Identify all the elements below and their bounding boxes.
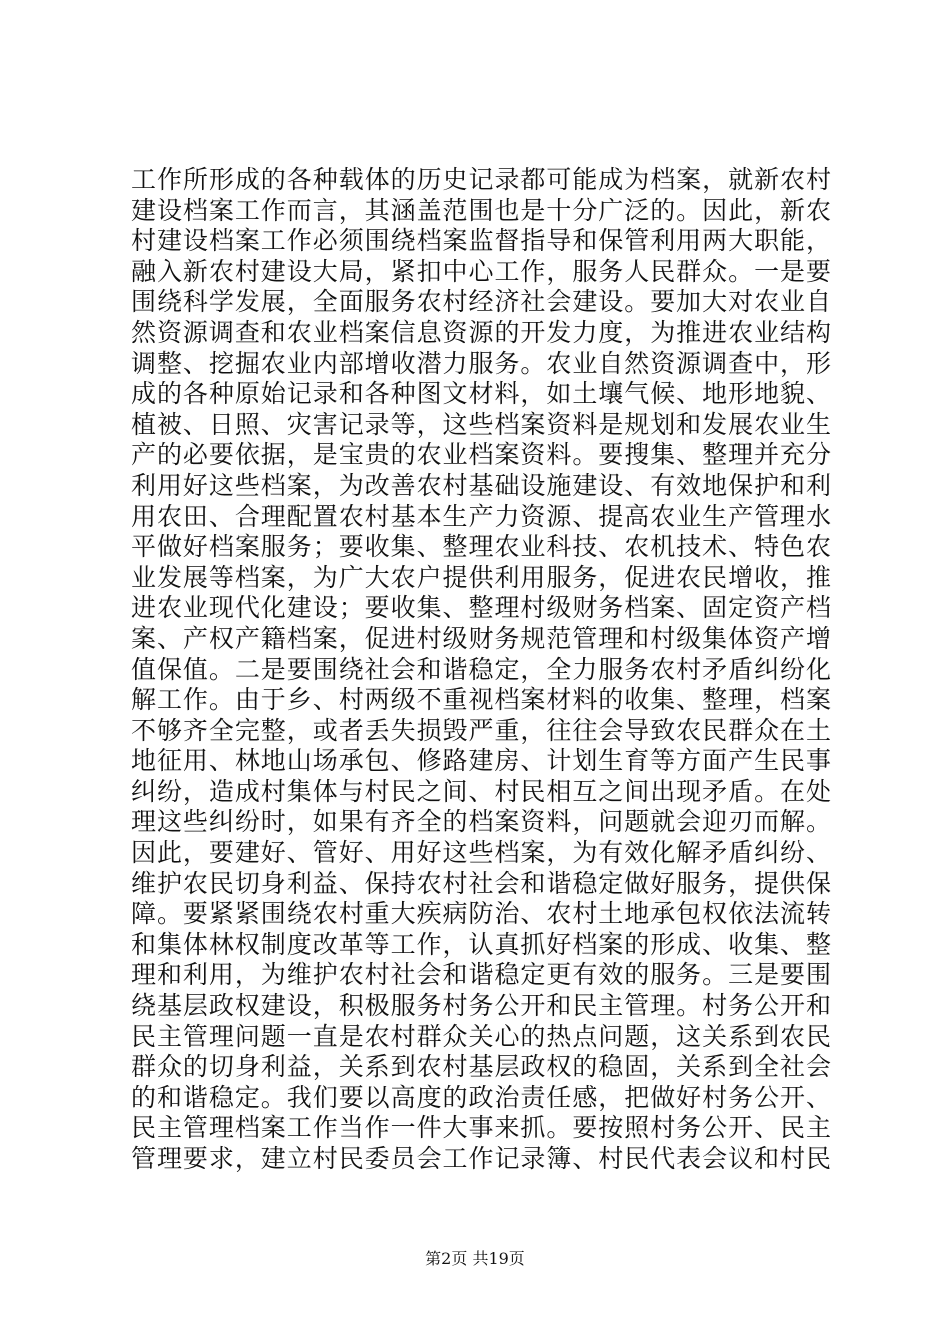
text-line: 产的必要依据，是宝贵的农业档案资料。要搜集、整理并充分: [131, 440, 831, 470]
text-line: 植被、日照、灾害记录等，这些档案资料是规划和发展农业生: [131, 409, 831, 439]
text-line: 和集体林权制度改革等工作，认真抓好档案的形成、收集、整: [131, 929, 831, 959]
text-line: 调整、挖掘农业内部增收潜力服务。农业自然资源调查中，形: [131, 348, 831, 378]
text-line: 的和谐稳定。我们要以高度的政治责任感，把做好村务公开、: [131, 1082, 831, 1112]
text-line: 村建设档案工作必须围绕档案监督指导和保管利用两大职能，: [131, 226, 831, 256]
text-line: 绕基层政权建设，积极服务村务公开和民主管理。村务公开和: [131, 991, 831, 1021]
text-line: 因此，要建好、管好、用好这些档案，为有效化解矛盾纠纷、: [131, 838, 831, 868]
text-line: 案、产权产籍档案，促进村级财务规范管理和村级集体资产增: [131, 623, 831, 653]
text-line: 民主管理问题一直是农村群众关心的热点问题，这关系到农民: [131, 1021, 831, 1051]
text-line: 工作所形成的各种载体的历史记录都可能成为档案，就新农村: [131, 165, 831, 194]
text-line: 解工作。由于乡、村两级不重视档案材料的收集、整理，档案: [131, 685, 831, 715]
text-line: 利用好这些档案，为改善农村基础设施建设、有效地保护和利: [131, 470, 831, 500]
text-line: 用农田、合理配置农村基本生产力资源、提高农业生产管理水: [131, 501, 831, 531]
text-line: 围绕科学发展，全面服务农村经济社会建设。要加大对农业自: [131, 287, 831, 317]
text-line: 纠纷，造成村集体与村民之间、村民相互之间出现矛盾。在处: [131, 776, 831, 806]
text-line: 不够齐全完整，或者丢失损毁严重，往往会导致农民群众在土: [131, 715, 831, 745]
text-line: 成的各种原始记录和各种图文材料，如土壤气候、地形地貌、: [131, 379, 831, 409]
text-line: 进农业现代化建设；要收集、整理村级财务档案、固定资产档: [131, 593, 831, 623]
page-number-footer: 第2页 共19页: [425, 1249, 525, 1268]
text-line: 平做好档案服务；要收集、整理农业科技、农机技术、特色农: [131, 532, 831, 562]
body-text: [131, 165, 831, 1175]
text-line: 融入新农村建设大局，紧扣中心工作，服务人民群众。一是要: [131, 256, 831, 286]
text-line: 障。要紧紧围绕农村重大疾病防治、农村土地承包权依法流转: [131, 899, 831, 929]
text-line: 管理要求，建立村民委员会工作记录簿、村民代表会议和村民: [131, 1144, 831, 1173]
text-line: 理和利用，为维护农村社会和谐稳定更有效的服务。三是要围: [131, 960, 831, 990]
text-line: 地征用、林地山场承包、修路建房、计划生育等方面产生民事: [131, 746, 831, 776]
text-line: 建设档案工作而言，其涵盖范围也是十分广泛的。因此，新农: [131, 195, 831, 225]
text-line: 理这些纠纷时，如果有齐全的档案资料，问题就会迎刃而解。: [131, 807, 831, 837]
text-line: 群众的切身利益，关系到农村基层政权的稳固，关系到全社会: [131, 1052, 831, 1082]
text-line: 然资源调查和农业档案信息资源的开发力度，为推进农业结构: [131, 317, 831, 347]
text-line: 民主管理档案工作当作一件大事来抓。要按照村务公开、民主: [131, 1113, 831, 1143]
text-line: 值保值。二是要围绕社会和谐稳定，全力服务农村矛盾纠纷化: [131, 654, 831, 684]
text-line: 业发展等档案，为广大农户提供利用服务，促进农民增收，推: [131, 562, 831, 592]
text-line: 维护农民切身利益、保持农村社会和谐稳定做好服务，提供保: [131, 868, 831, 898]
